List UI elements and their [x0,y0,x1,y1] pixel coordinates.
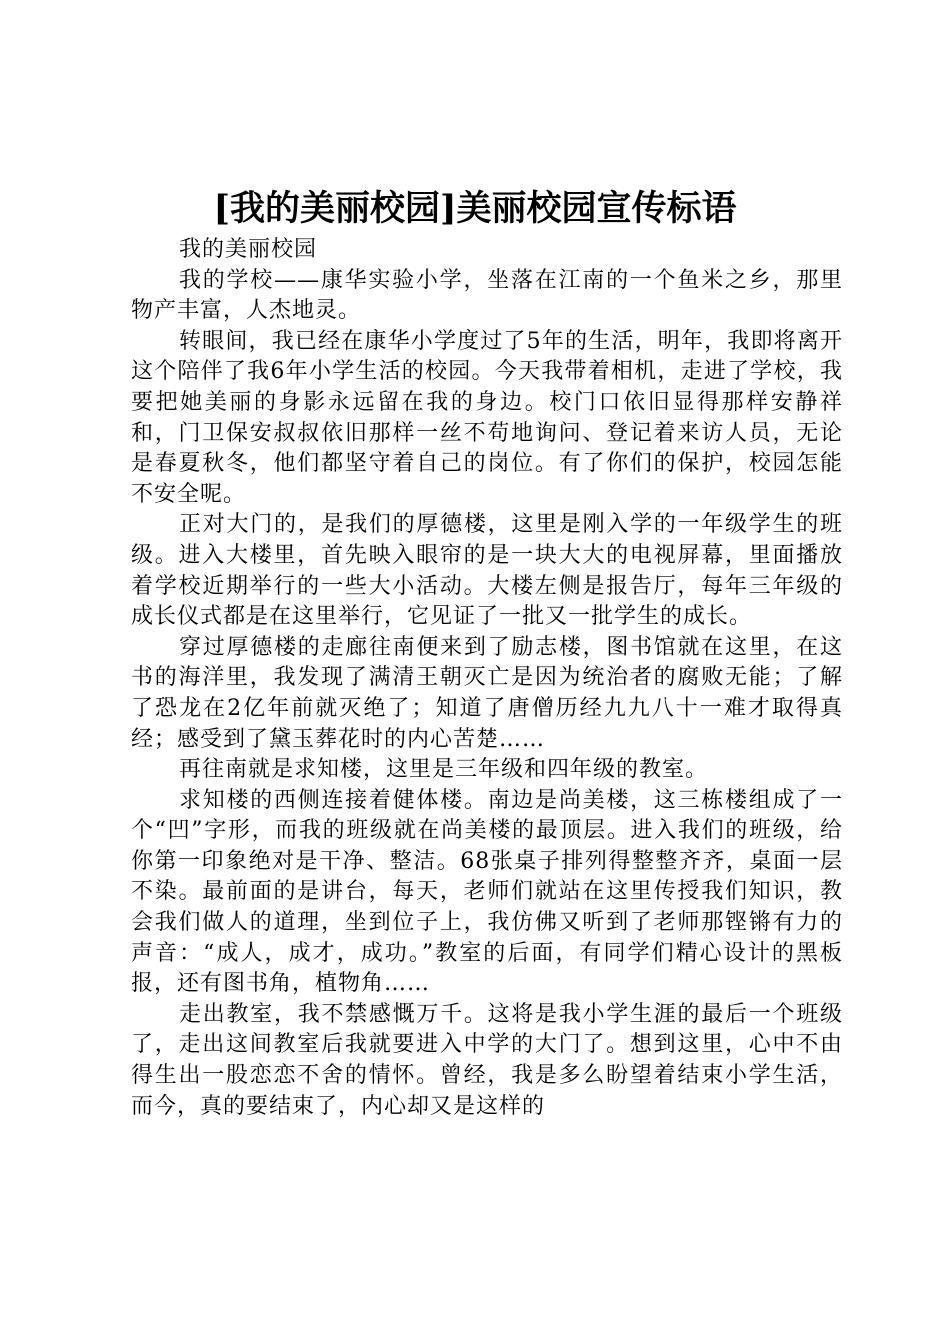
paragraph: 我的学校——康华实验小学，坐落在江南的一个鱼米之乡，那里物产丰富，人杰地灵。 [131,267,843,324]
paragraph: 正对大门的，是我们的厚德楼，这里是刚入学的一年级学生的班级。进入大楼里，首先映入眼帘的是一块大大的电视屏幕，里面播放着学校近期举行的一些大小活动。大楼左侧是报告厅，每年三年级的成长仪式都是在这里举行，它见证了一批又一批学生的成长。 [131,512,843,630]
paragraph: 走出教室，我不禁感慨万千。这将是我小学生涯的最后一个班级了，走出这间教室后我就要进入中学的大门了。想到这里，心中不由得生出一股恋恋不舍的情怀。曾经，我是多么盼望着结束小学生活，而今，真的要结束了，内心却又是这样的 [131,1001,843,1119]
paragraph: 转眼间，我已经在康华小学度过了5年的生活，明年，我即将离开这个陪伴了我6年小学生活的校园。今天我带着相机，走进了学校，我要把她美丽的身影永远留在我的身边。校门口依旧显得那样安静祥和，门卫保安叔叔依旧那样一丝不苟地询问、登记着来访人员，无论是春夏秋冬，他们都坚守着自己的岗位。有了你们的保护，校园怎能不安全呢。 [131,328,843,507]
document-body [131,235,843,1122]
paragraph-heading: 我的美丽校园 [179,237,318,262]
paragraph: 再往南就是求知楼，这里是三年级和四年级的教室。 [179,757,709,783]
document-title: [我的美丽校园]美丽校园宣传标语 [213,188,737,229]
paragraph: 穿过厚德楼的走廊往南便来到了励志楼，图书馆就在这里，在这书的海洋里，我发现了满清王朝灭亡是因为统治者的腐败无能；了解了恐龙在2亿年前就灭绝了；知道了唐僧历经九九八十一难才取得真经；感受到了黛玉葬花时的内心苦楚…… [131,634,843,752]
paragraph: 求知楼的西侧连接着健体楼。南边是尚美楼，这三栋楼组成了一个“凹”字形，而我的班级就在尚美楼的最顶层。进入我们的班级，给你第一印象绝对是干净、整洁。68张桌子排列得整整齐齐，桌面一层不染。最前面的是讲台，每天，老师们就站在这里传授我们知识，教会我们做人的道理，坐到位子上，我仿佛又听到了老师那铿锵有力的声音：“成人，成才，成功。”教室的后面，有同学们精心设计的黑板报，还有图书角，植物角…… [131,787,843,997]
